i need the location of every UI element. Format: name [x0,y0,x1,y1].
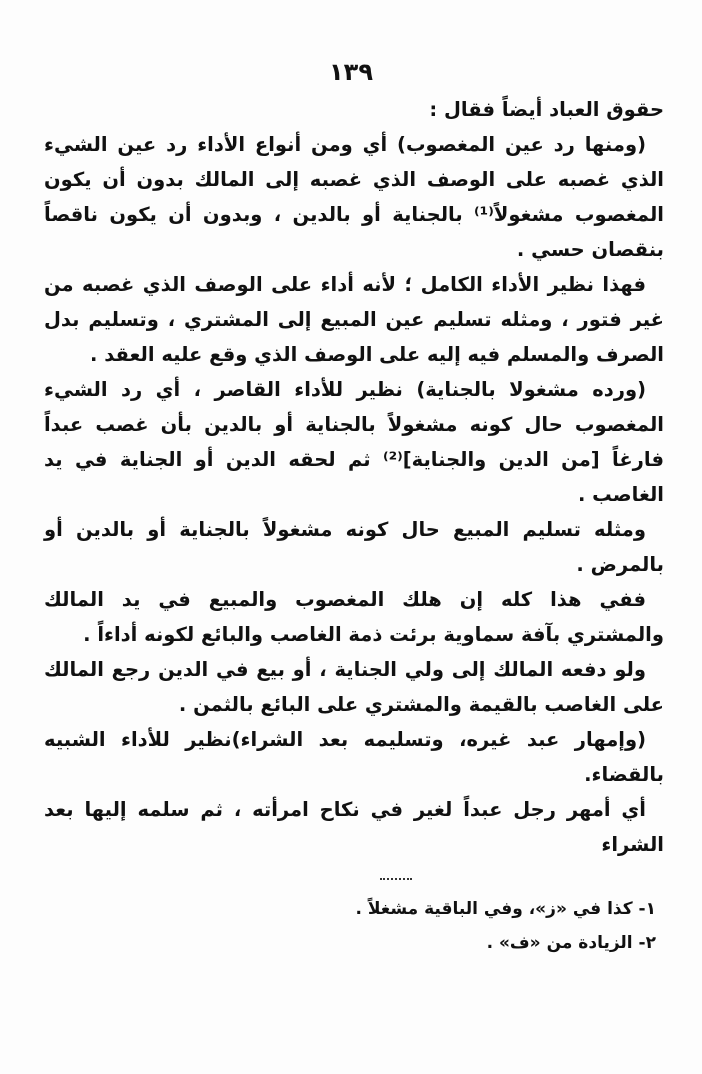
footnote-1: ١- كذا في «ز»، وفي الباقية مشغلاً . [355,899,656,919]
footnote-divider [380,878,412,880]
paragraph-9: أي أمهر رجل عبداً لغير في نكاح امرأته ، ثم سلمه إليها بعد الشراء [44,798,664,856]
footnote-2: ٢- الزيادة من «ف» . [486,933,656,953]
paragraph-2: (ومنها رد عين المغصوب) أي ومن أنواع الأداء رد عين الشيء الذي غصبه على الوصف الذي غصبه إلى المالك بدون أن يكون المغصوب مشغولاً⁽¹⁾ بالجناية أو بالدين ، وبدون أن يكون ناقصاً بنقصان حسي . [44,133,664,261]
page-number: ١٣٩ [329,58,373,86]
paragraph-8: (وإمهار عبد غيره، وتسليمه بعد الشراء)نظير للأداء الشبيه بالقضاء. [44,728,664,786]
paragraph-5: ومثله تسليم المبيع حال كونه مشغولاً بالجناية أو بالدين أو بالمرض . [44,518,664,576]
paragraph-7: ولو دفعه المالك إلى ولي الجناية ، أو بيع في الدين رجع المالك على الغاصب بالقيمة والمشتري على البائع بالثمن . [44,658,664,716]
paragraph-4: (ورده مشغولا بالجناية) نظير للأداء القاصر ، أي رد الشيء المغصوب حال كونه مشغولاً بالجناية أو بالدين بأن غصب عبداً فارغاً [من الدين والجناية]⁽²⁾ ثم لحقه الدين أو الجناية في يد الغاصب . [44,378,665,506]
footnotes [44,892,656,960]
paragraph-6: ففي هذا كله إن هلك المغصوب والمبيع في يد المالك والمشتري بآفة سماوية برئت ذمة الغاصب والبائع لكونه أداءاً . [44,588,664,646]
paragraph-1: حقوق العباد أيضاً فقال : [429,98,664,121]
paragraph-3: فهذا نظير الأداء الكامل ؛ لأنه أداء على الوصف الذي غصبه من غير فتور ، ومثله تسليم عين المبيع إلى المشتري ، وتسليم بدل الصرف والمسلم فيه إليه على الوصف الذي وقع عليه العقد . [44,273,664,366]
main-text [44,92,664,862]
